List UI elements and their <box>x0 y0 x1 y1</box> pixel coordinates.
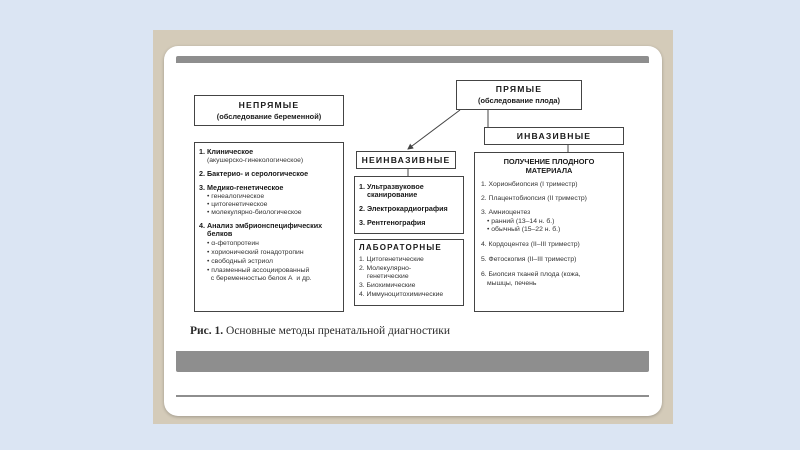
noninvasive-item-1-cont: сканирование <box>367 190 418 199</box>
invasive-title: ИНВАЗИВНЫЕ <box>516 131 592 141</box>
indirect-item-2: 2. Бактерио- и серологическое <box>199 169 309 178</box>
noninvasive-header-box <box>356 151 456 169</box>
noninvasive-item-3: 3. Рентгенография <box>359 218 426 227</box>
laboratory-item-3: 3. Биохимические <box>359 282 416 289</box>
indirect-item-4-cont: белков <box>207 229 233 238</box>
laboratory-item-4: 4. Иммуноцитохимические <box>359 291 444 298</box>
invasive-item-2: 2. Плацентобиопсия (II триместр) <box>481 195 587 202</box>
invasive-item-6-cont: мышцы, печень <box>487 280 537 287</box>
noninvasive-title: НЕИНВАЗИВНЫЕ <box>361 155 451 165</box>
invasive-item-6: 6. Биопсия тканей плода (кожа, <box>481 271 581 278</box>
invasive-item-1: 1. Хорионбиопсия (I триместр) <box>481 181 578 188</box>
invasive-list-box <box>474 152 624 312</box>
frame-divider <box>176 395 649 397</box>
direct-header-box <box>456 80 582 110</box>
invasive-item-3-sub-1: • ранний (13–14 н. б.) <box>487 218 555 225</box>
laboratory-title: ЛАБОРАТОРНЫЕ <box>359 243 442 252</box>
noninvasive-item-2: 2. Электрокардиография <box>359 204 448 213</box>
indirect-subtitle: (обследование беременной) <box>216 112 322 121</box>
indirect-header-box <box>194 95 344 126</box>
laboratory-box <box>354 239 464 306</box>
indirect-item-4: 4. Анализ эмбрионспецифических <box>199 221 323 230</box>
invasive-heading-2: МАТЕРИАЛА <box>525 166 573 175</box>
indirect-item-4-sub-4: • плазменный ассоциированный <box>207 267 310 274</box>
laboratory-item-2: 2. Молекулярно- <box>359 265 412 272</box>
caption-text: Основные методы пренатальной диагностики <box>226 325 451 337</box>
direct-title: ПРЯМЫЕ <box>495 84 543 94</box>
indirect-item-4-sub-1: • α-фетопротеин <box>207 240 259 247</box>
indirect-item-3: 3. Медико-генетическое <box>199 183 284 192</box>
diagram-figure <box>168 63 650 351</box>
noninvasive-item-1: 1. Ультразвуковое <box>359 182 424 191</box>
noninvasive-list-box <box>354 176 464 234</box>
figure-caption <box>190 325 450 337</box>
indirect-item-3-sub-2: • цитогенетическое <box>207 201 268 208</box>
indirect-item-4-sub-3: • свободный эстриол <box>207 258 273 265</box>
laboratory-item-1: 1. Цитогенетические <box>359 256 424 263</box>
invasive-item-4: 4. Кордоцентез (II–III триместр) <box>481 241 580 248</box>
invasive-item-5: 5. Фетоскопия (II–III триместр) <box>481 256 577 263</box>
indirect-item-4-sub-5: с беременностью белок А и др. <box>207 275 312 282</box>
caption-label: Рис. 1. <box>190 325 224 337</box>
arrow-to-noninvasive <box>408 110 460 149</box>
invasive-item-3-sub-2: • обычный (15–22 н. б.) <box>487 226 561 233</box>
direct-subtitle: (обследование плода) <box>478 96 560 105</box>
invasive-heading-1: ПОЛУЧЕНИЕ ПЛОДНОГО <box>503 157 595 166</box>
indirect-item-1: 1. Клиническое <box>199 147 254 156</box>
indirect-item-3-sub-3: • молекулярно-биологическое <box>207 209 302 216</box>
indirect-item-4-sub-2: • хорионический гонадотропин <box>207 249 304 256</box>
invasive-item-3: 3. Амниоцентез <box>481 209 531 216</box>
indirect-title: НЕПРЯМЫЕ <box>238 100 300 110</box>
indirect-item-3-sub-1: • генеалогическое <box>207 193 265 200</box>
laboratory-item-2-cont: генетические <box>367 273 409 280</box>
indirect-item-1-sub: (акушерско-гинекологическое) <box>207 157 304 164</box>
indirect-list-box <box>194 142 344 312</box>
invasive-header-box <box>484 127 624 145</box>
